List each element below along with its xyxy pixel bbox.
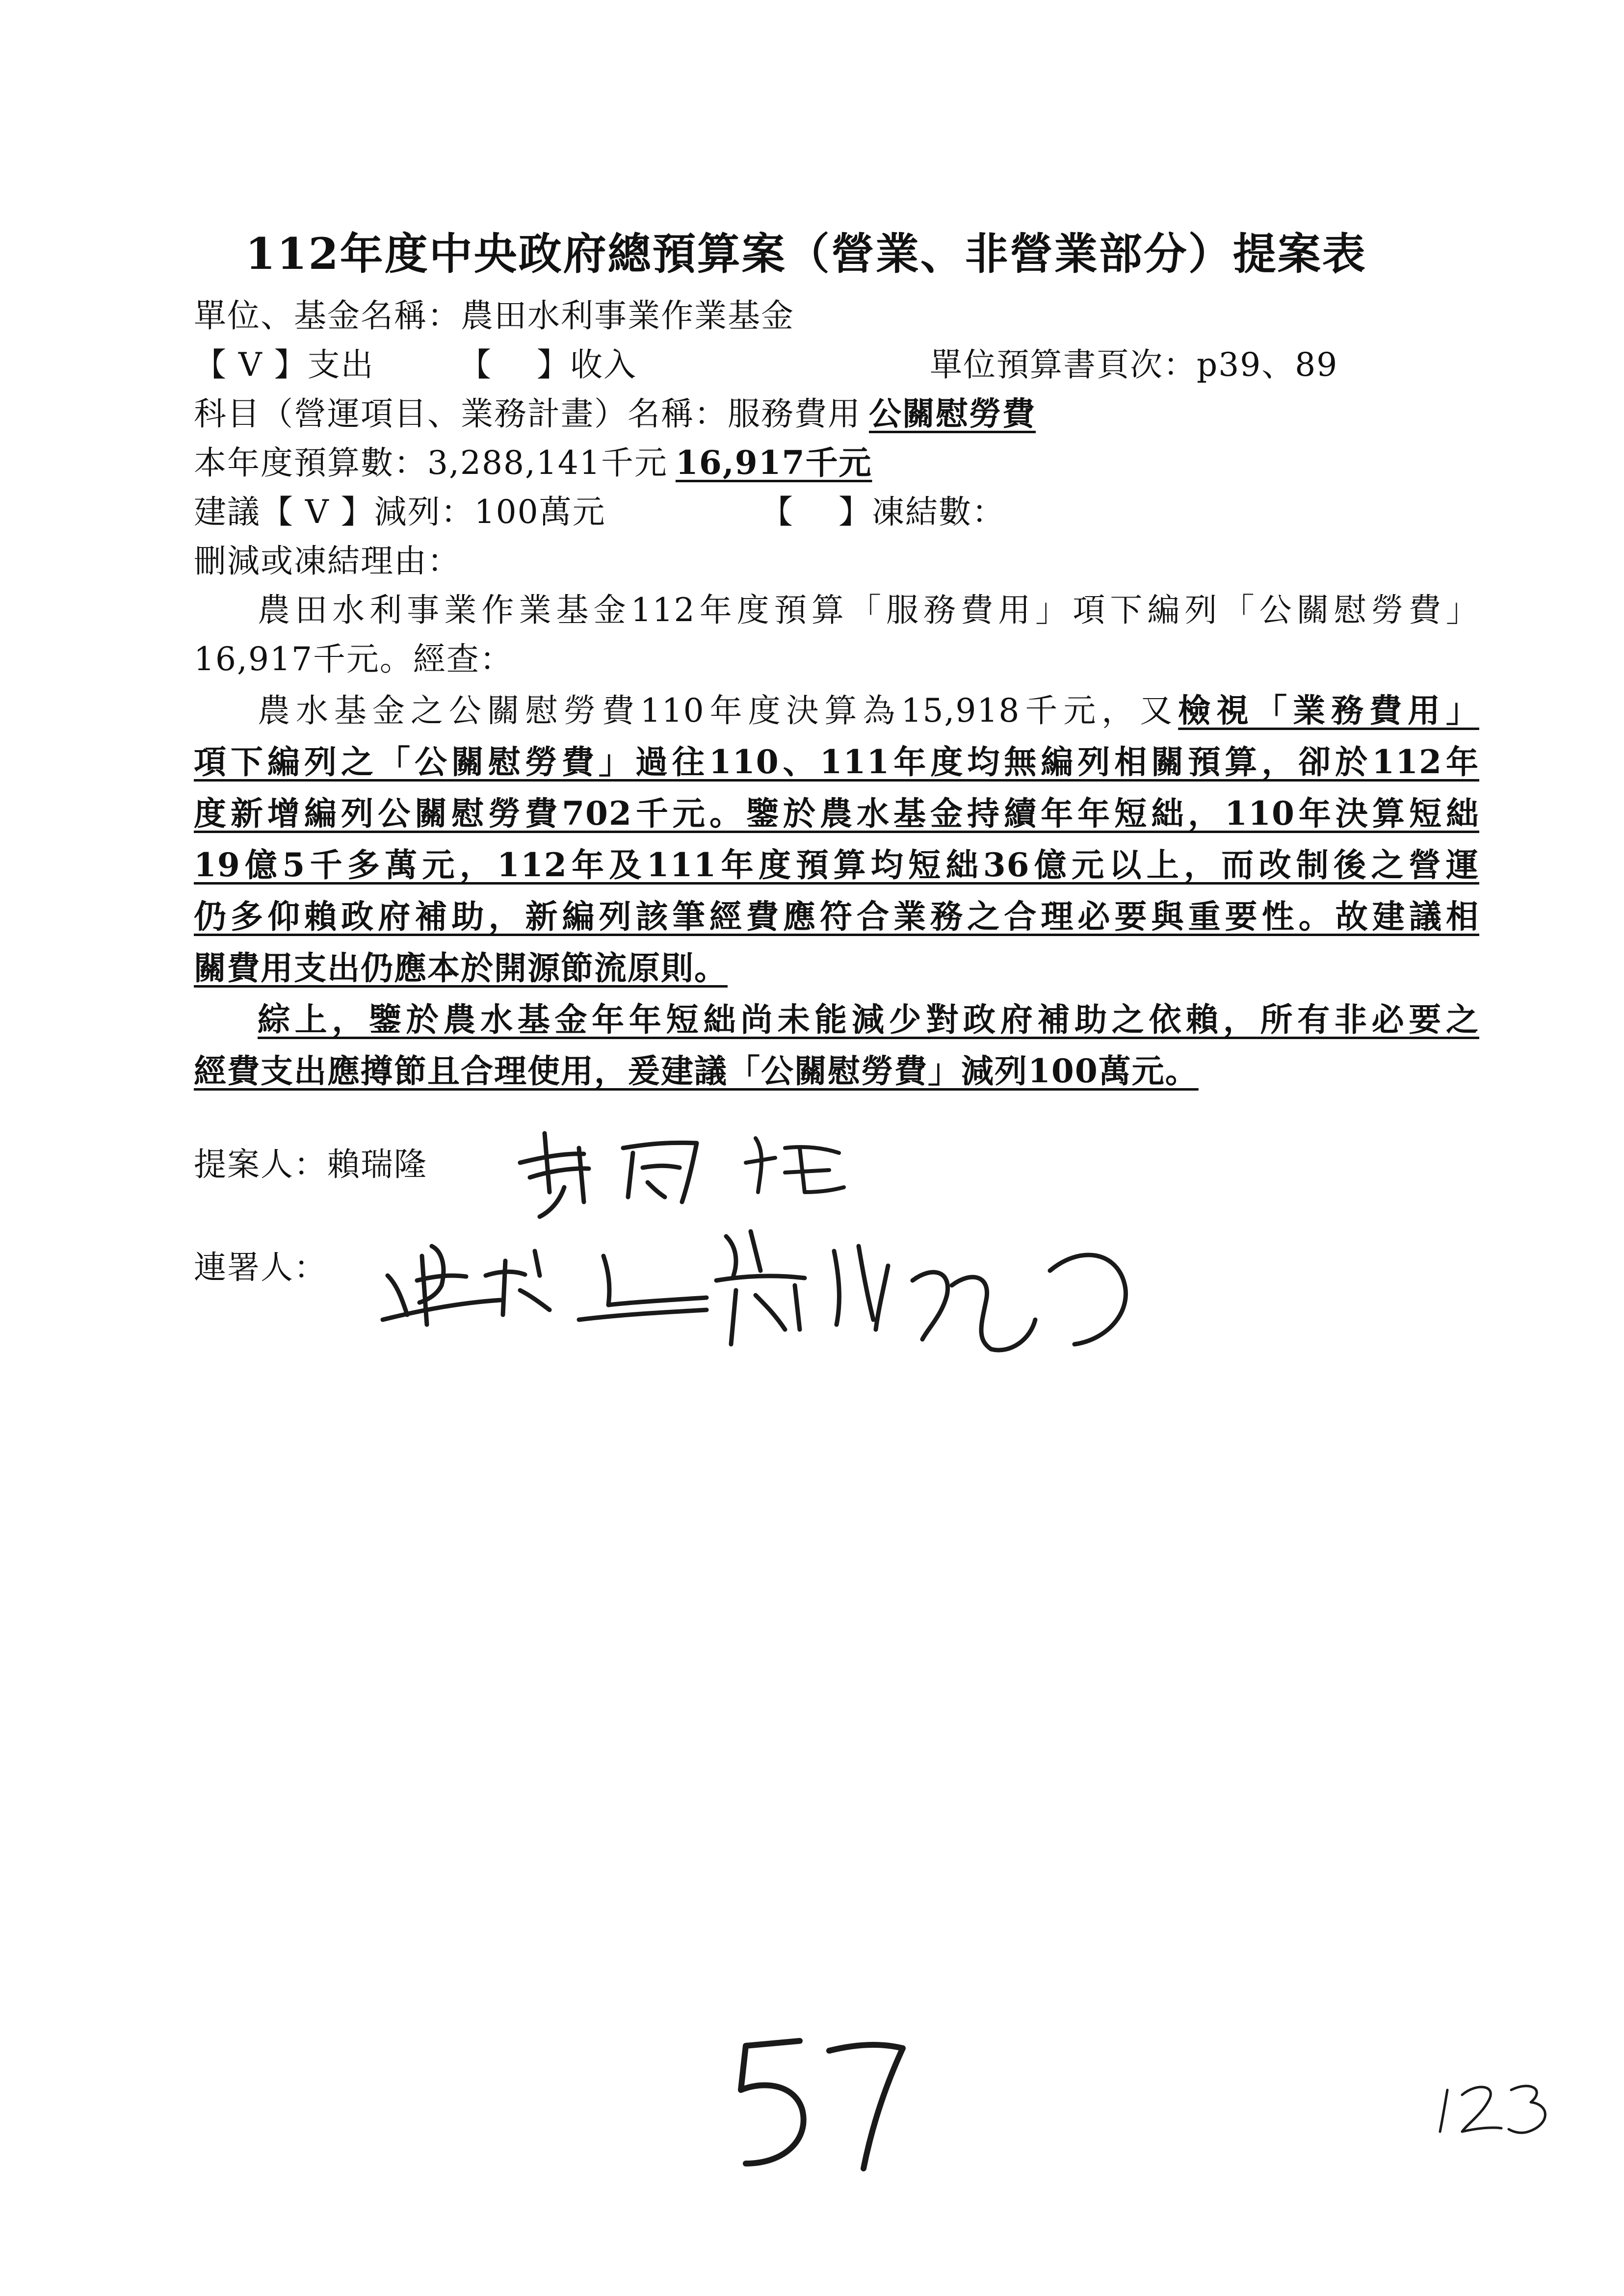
budget-amount-value: 3,288,141千元 [427, 444, 668, 482]
document-title: 112年度中央政府總預算案（營業、非營業部分）提案表 [245, 228, 1367, 279]
suggest-cut: 建議【 V 】減列：100萬元 [194, 493, 606, 531]
income-checkbox: 【 】收入 [459, 346, 637, 384]
paragraph-2-line-2: 項下編列之「公關慰勞費」過往110、111年度均無編列相關預算，卻於112年 [194, 743, 1479, 781]
handwritten-page-number [726, 2021, 913, 2178]
suggest-freeze: 【 】凍結數： [760, 493, 1005, 531]
budget-amount-item: 16,917千元 [675, 444, 872, 482]
unit-fund-value: 農田水利事業作業基金 [461, 297, 794, 335]
subject-item: 公關慰勞費 [869, 394, 1036, 433]
paragraph-2-line-5: 仍多仰賴政府補助，新編列該筆經費應符合業務之合理必要與重要性。故建議相 [194, 897, 1479, 936]
paragraph-2-line-6: 關費用支出仍應本於開源節流原則。 [194, 949, 728, 987]
paragraph-2-line-1-bold: 檢視「業務費用」 [1178, 691, 1479, 730]
paragraph-2-line-3b: 。鑒於農水基金持續年年短絀，110年決算短絀 [709, 794, 1479, 833]
paragraph-2-line-4: 19億5千多萬元，112年及111年度預算均短絀36億元以上，而改制後之營運 [194, 846, 1479, 884]
paragraph-2-line-3a: 度新增編列公關慰勞費702千元 [194, 794, 709, 833]
budget-amount-label: 本年度預算數： [194, 444, 427, 482]
budget-page-value: p39、89 [1197, 346, 1338, 384]
subject-value: 服務費用 [728, 395, 861, 433]
paragraph-3-line-2: 經費支出應撙節且合理使用，爰建議「公關慰勞費」減列100萬元。 [194, 1052, 1199, 1090]
subject-label: 科目（營運項目、業務計畫）名稱： [194, 395, 728, 433]
paragraph-2-line-1 [258, 684, 1479, 731]
expense-checkbox: 【 V 】支出 [194, 346, 374, 384]
paragraph-1-line-2: 16,917千元。經查： [194, 640, 513, 678]
cosigner-signatures [373, 1217, 1138, 1379]
reason-label: 刪減或凍結理由： [194, 542, 461, 580]
proposer-signature [510, 1119, 854, 1226]
unit-fund-row [194, 289, 794, 336]
proposer-label: 提案人：賴瑞隆 [194, 1146, 427, 1183]
paragraph-1-line-1: 農田水利事業作業基金112年度預算「服務費用」項下編列「公關慰勞費」 [258, 591, 1479, 629]
handwritten-sheet-number [1433, 2070, 1555, 2139]
paragraph-3-line-1: 綜上，鑒於農水基金年年短絀尚未能減少對政府補助之依賴，所有非必要之 [258, 1000, 1479, 1039]
paragraph-2-line-3 [194, 787, 1479, 834]
unit-fund-label: 單位、基金名稱： [194, 297, 461, 335]
subject-row [194, 388, 1036, 434]
budget-page-row [930, 339, 1338, 385]
cosigner-label: 連署人： [194, 1249, 327, 1286]
budget-page-label: 單位預算書頁次： [930, 346, 1197, 384]
paragraph-2-line-1-plain: 農水基金之公關慰勞費110年度決算為15,918千元，又 [258, 692, 1179, 730]
budget-amount-row [194, 437, 872, 483]
